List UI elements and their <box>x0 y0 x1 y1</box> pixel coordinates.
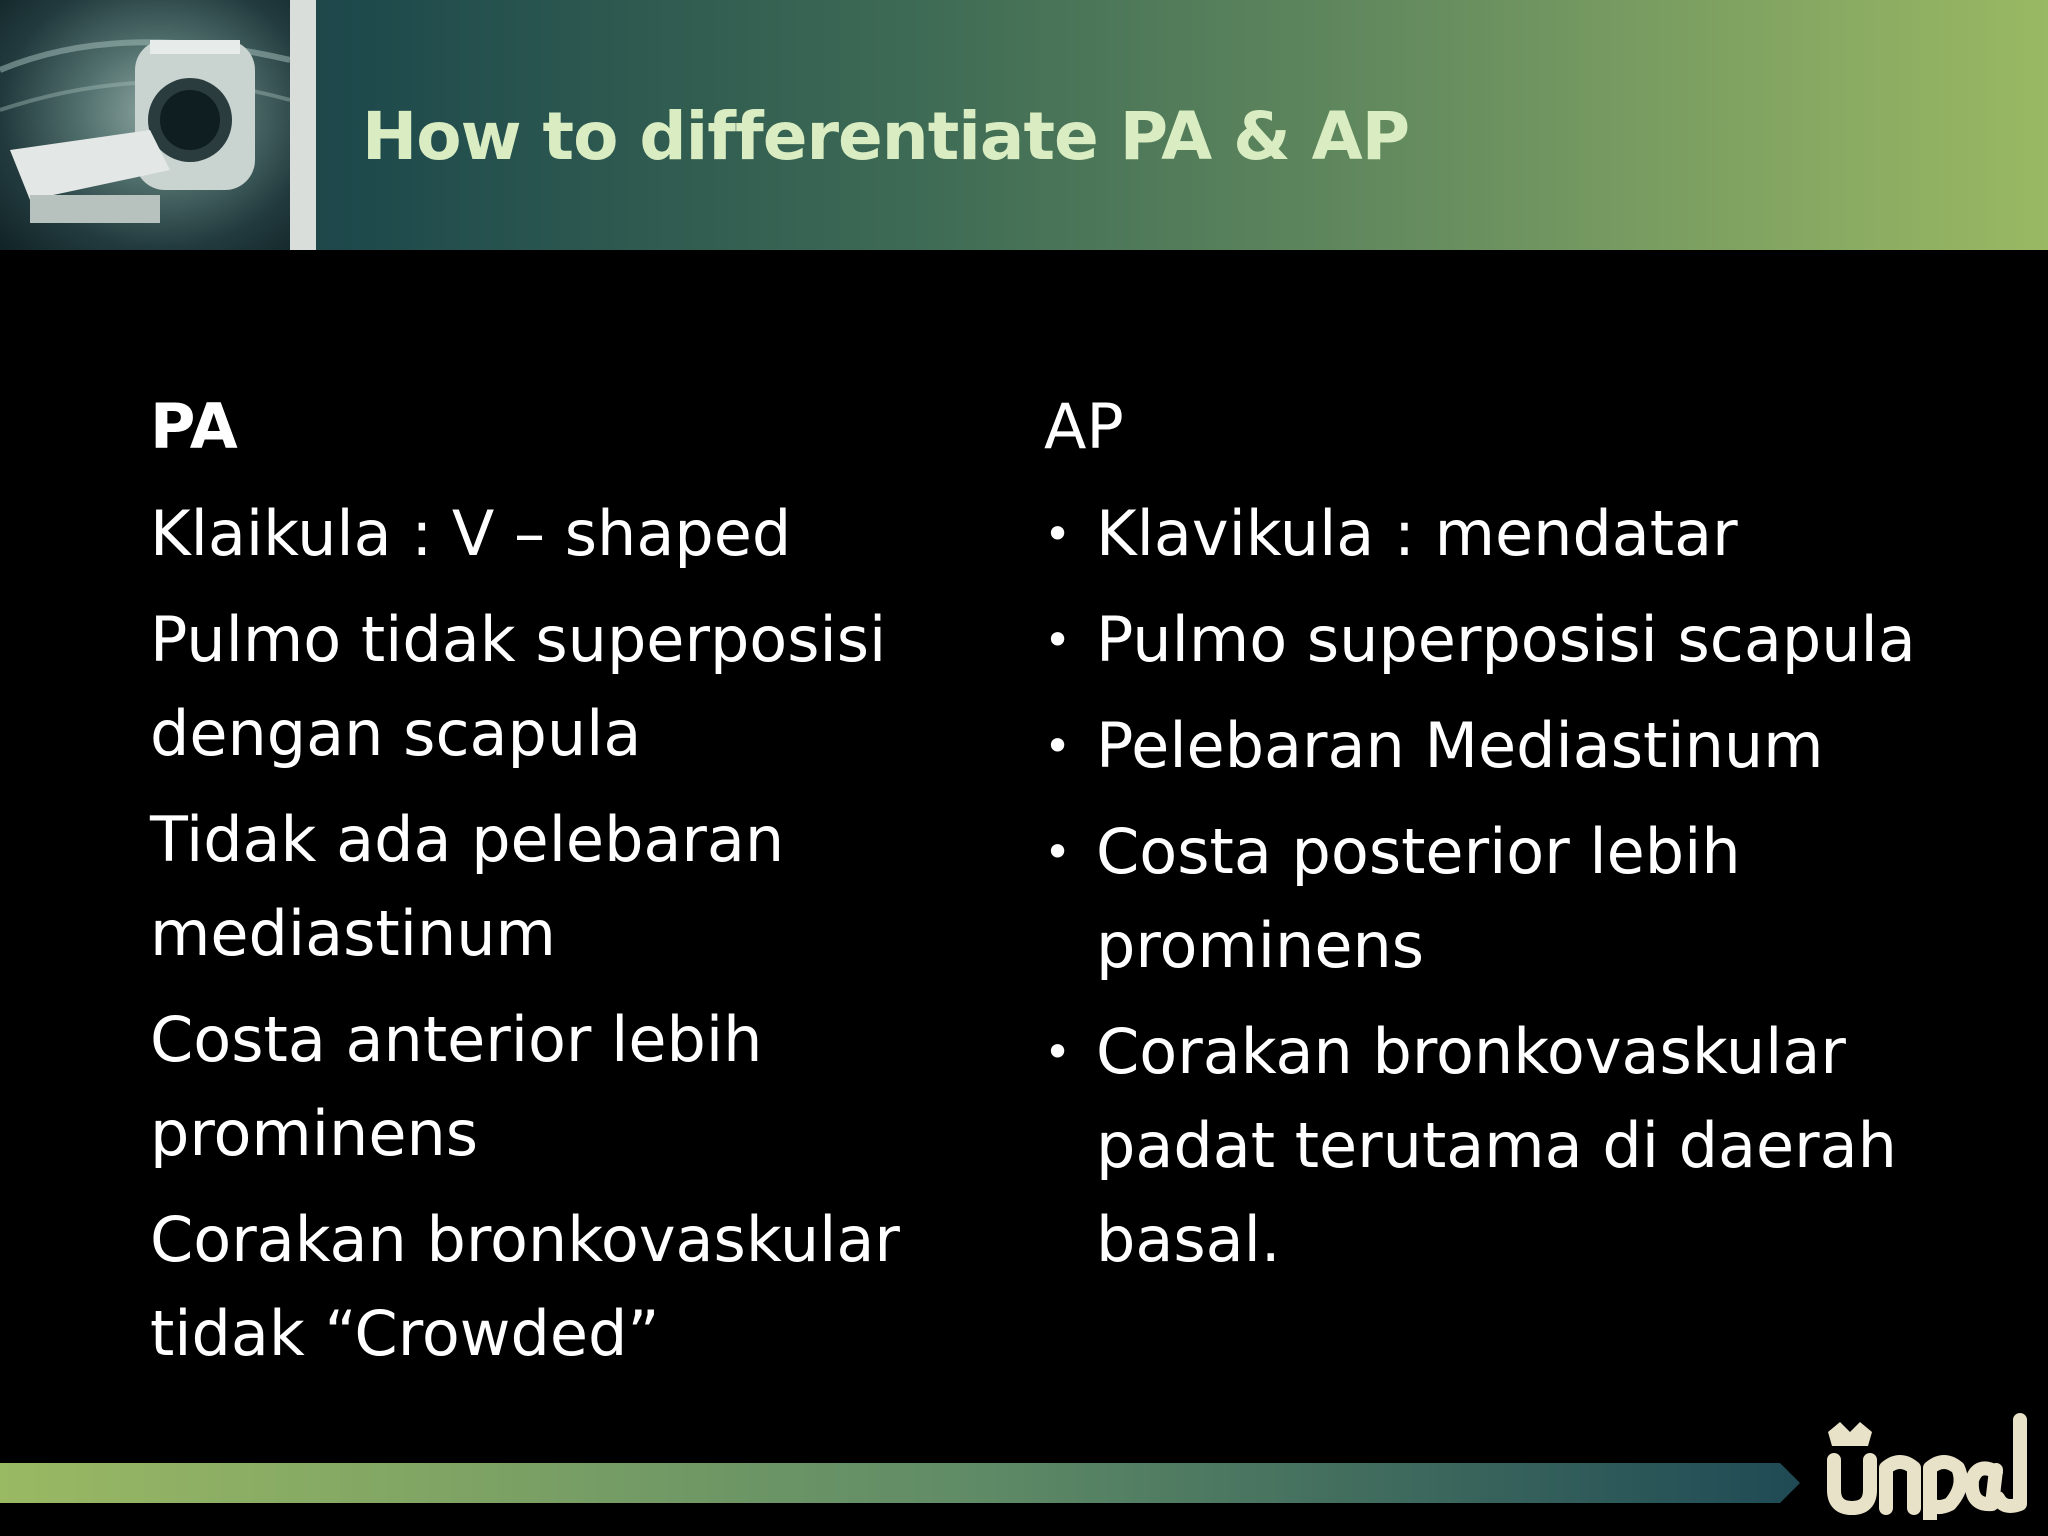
header-divider <box>290 0 316 250</box>
ap-column <box>1044 380 2004 1287</box>
footer-arrow-bar <box>0 1463 1800 1503</box>
bullet-icon: • <box>1044 613 1072 667</box>
ap-item: • Pulmo superposisi scapula <box>1044 593 2004 687</box>
slide-title: How to differentiate PA & AP <box>362 98 1410 175</box>
ap-item: • Corakan bronkovaskular padat terutama di daerah basal. <box>1044 1005 2004 1287</box>
ap-item: • Pelebaran Mediastinum <box>1044 699 2004 793</box>
ap-item: • Klavikula : mendatar <box>1044 487 2004 581</box>
bullet-icon: • <box>1044 719 1072 773</box>
pa-item: Tidak ada pelebaran mediastinum <box>150 803 785 970</box>
unpad-logo <box>1820 1410 2030 1520</box>
bullet-icon: • <box>1044 507 1072 561</box>
slide-header <box>0 0 2048 250</box>
ap-heading: AP <box>1044 390 1124 463</box>
bullet-icon: • <box>1044 825 1072 879</box>
mri-scanner-image <box>0 0 290 250</box>
pa-item: Corakan bronkovaskular tidak “Crowded” <box>150 1203 900 1370</box>
pa-item: Pulmo tidak superposisi dengan scapula <box>150 603 887 770</box>
ap-item: • Costa posterior lebih prominens <box>1044 805 2004 993</box>
pa-item: Klaikula : V – shaped <box>150 497 792 570</box>
bullet-icon: • <box>1044 1025 1072 1079</box>
pa-column <box>150 380 950 1381</box>
pa-heading: PA <box>150 390 238 463</box>
pa-item: Costa anterior lebih prominens <box>150 1003 763 1170</box>
